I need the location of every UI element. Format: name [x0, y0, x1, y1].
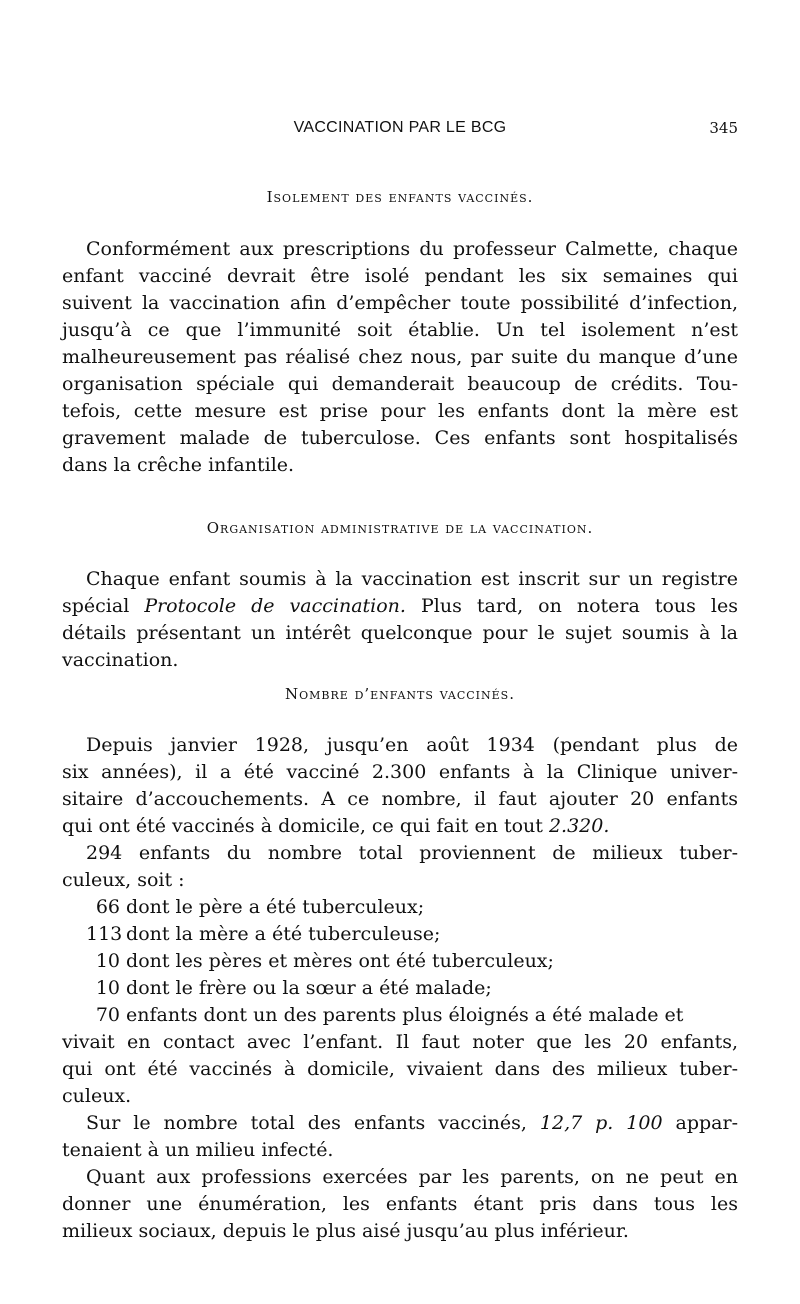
text-line: enfant vacciné devrait être isolé pendant les six semaines qui	[62, 265, 738, 287]
text-line: organisation spéciale qui demanderait beaucoup de crédits. Tou-	[62, 373, 738, 395]
text-span: Plus tard, on notera tous les	[405, 595, 738, 617]
text-line: qui ont été vaccinés à domicile, vivaient dans des milieux tuber-	[62, 1058, 738, 1080]
section-title-isolement: Isolement des enfants vaccinés.	[266, 188, 534, 206]
text-line: Quant aux professions exercées par les parents, on ne peut en	[86, 1166, 738, 1188]
page-header	[62, 116, 738, 140]
text-line: malheureusement pas réalisé chez nous, par suite du manque d’une	[62, 346, 738, 368]
page-number: 345	[709, 119, 738, 137]
list-number: 70	[95, 1004, 120, 1026]
text-line: jusqu’à ce que l’immunité soit établie. Un tel isolement n’est	[62, 319, 738, 341]
list-text: dont le frère ou la sœur a été malade;	[126, 977, 492, 999]
text-line: Conformément aux prescriptions du professeur Calmette, chaque	[86, 238, 738, 260]
text-line: dans la crêche infantile.	[62, 454, 295, 476]
list-number: 66	[95, 896, 120, 918]
list-text: dont le père a été tuberculeux;	[126, 896, 425, 918]
text-line: vaccination.	[62, 649, 179, 671]
list-item	[86, 921, 738, 948]
italic-title: Protocole de vaccination.	[144, 595, 406, 617]
italic-total: 2.320.	[548, 815, 610, 837]
list-item	[86, 975, 738, 1002]
text-line: culeux, soit :	[62, 869, 185, 891]
list-item	[86, 1002, 738, 1029]
list-number: 113	[86, 923, 123, 945]
list-number: 10	[95, 977, 120, 999]
text-line: sitaire d’accouchements. A ce nombre, il faut ajouter 20 enfants	[62, 788, 738, 810]
text-line: Chaque enfant soumis à la vaccination est inscrit sur un registre	[86, 568, 738, 590]
text-line: détails présentant un intérêt quelconque pour le sujet soumis à la	[62, 622, 738, 644]
list-text: enfants dont un des parents plus éloignés a été malade et	[126, 1004, 684, 1026]
text-line: milieux sociaux, depuis le plus aisé jusqu’au plus inférieur.	[62, 1220, 629, 1242]
text-line: donner une énumération, les enfants étant pris dans tous les	[62, 1193, 738, 1215]
text-line: tenaient à un milieu infecté.	[62, 1139, 334, 1161]
list-number: 10	[95, 950, 120, 972]
text-line: six années), il a été vacciné 2.300 enfants à la Clinique univer-	[62, 761, 738, 783]
text-span: Sur le nombre total des enfants vaccinés,	[86, 1112, 540, 1134]
text-line: vivait en contact avec l’enfant. Il faut noter que les 20 enfants,	[62, 1031, 738, 1053]
list-item	[86, 948, 738, 975]
section-title-organisation: Organisation administrative de la vaccination.	[206, 519, 594, 537]
running-title: VACCINATION PAR LE BCG	[293, 119, 507, 136]
section-title-nombre: Nombre d’enfants vaccinés.	[285, 685, 515, 703]
text-line	[62, 1110, 738, 1137]
italic-percentage: 12,7 p. 100	[539, 1112, 663, 1134]
list-text: dont la mère a été tuberculeuse;	[126, 923, 441, 945]
text-line	[62, 593, 738, 620]
list-text: dont les pères et mères ont été tuberculeux;	[126, 950, 554, 972]
text-line: gravement malade de tuberculose. Ces enfants sont hospitalisés	[62, 427, 738, 449]
text-line: culeux.	[62, 1085, 132, 1107]
text-span: qui ont été vaccinés à domicile, ce qui fait en tout	[62, 815, 549, 837]
list-item	[86, 894, 738, 921]
text-line: Depuis janvier 1928, jusqu’en août 1934 (pendant plus de	[86, 734, 738, 756]
text-line	[62, 813, 738, 840]
text-line: suivent la vaccination afin d’empêcher toute possibilité d’infection,	[62, 292, 738, 314]
text-line: tefois, cette mesure est prise pour les enfants dont la mère est	[62, 400, 738, 422]
text-span: spécial	[62, 595, 145, 617]
text-line: 294 enfants du nombre total proviennent de milieux tuber-	[86, 842, 738, 864]
text-span: appar-	[662, 1112, 738, 1134]
